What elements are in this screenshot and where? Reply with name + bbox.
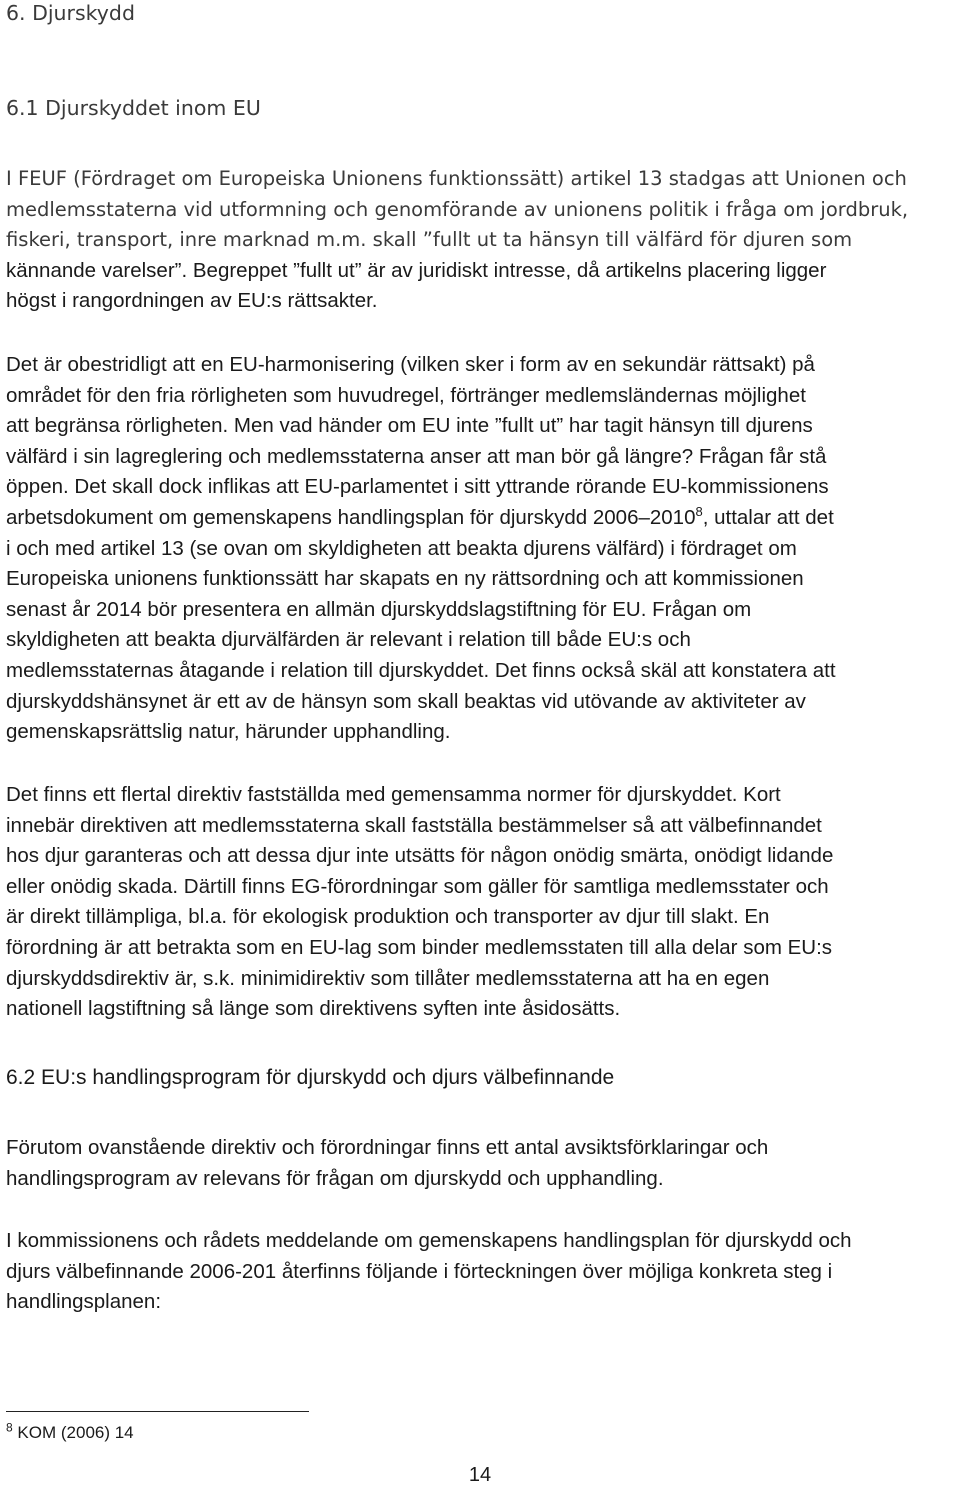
text-line: djurskyddsdirektiv är, s.k. minimidirektiv som tillåter medlemsstaterna att ha en egen [6,966,770,990]
text-line: är direkt tillämpliga, bl.a. för ekologisk produktion och transporter av djur till slakt. En [6,905,770,929]
text-line: medlemsstaternas åtagande i relation till djurskyddet. Det finns också skäl att konstatera att [6,658,836,682]
text-line: kännande varelser”. Begreppet ”fullt ut” är av juridiskt intresse, då artikelns placering ligger [6,258,827,282]
paragraph-feuf [6,164,956,317]
text-line: Det finns ett flertal direktiv fastställda med gemensamma normer för djurskyddet. Kort [6,783,781,806]
footnote [6,1422,134,1444]
text-line: öppen. Det skall dock inflikas att EU-parlamentet i sitt yttrande rörande EU-kommissionens [6,475,829,499]
paragraph-harmonisering [6,350,956,748]
text-line: i och med artikel 13 (se ovan om skyldigheten att beakta djurens välfärd) i fördraget om [6,536,797,560]
section-heading-6-2: 6.2 EU:s handlingsprogram för djurskydd och djurs välbefinnande [6,1066,615,1089]
text-line: gemenskapsrättslig natur, härunder upphandling. [6,720,451,744]
text-segment: arbetsdokument om gemenskapens handlingsplan för djurskydd 2006–2010 [6,505,696,529]
text-line: Förutom ovanstående direktiv och förordningar finns ett antal avsiktsförklaringar och [6,1136,769,1159]
footnote-text: KOM (2006) 14 [17,1423,134,1442]
text-line: hos djur garanteras och att dessa djur inte utsätts för någon onödig smärta, onödigt lidande [6,844,834,868]
text-line: Det är obestridligt att en EU-harmonisering (vilken sker i form av en sekundär rättsakt) på [6,353,815,376]
text-line: djurskyddshänsynet är ett av de hänsyn som skall beaktas vid utövande av aktiviteter av [6,689,806,713]
page-number: 14 [468,1464,492,1486]
text-line: djurs välbefinnande 2006-201 återfinns följande i förteckningen över möjliga konkreta steg i [6,1259,833,1283]
text-segment: , uttalar att det [702,505,834,529]
text-line: medlemsstaterna vid utformning och genomförande av unionens politik i fråga om jordbruk, [6,197,909,221]
paragraph-avsiktsforklaringar [6,1133,956,1194]
text-line: handlingsplanen: [6,1290,162,1314]
text-line: I kommissionens och rådets meddelande om gemenskapens handlingsplan för djurskydd och [6,1229,852,1252]
section-heading-6-1: 6.1 Djurskyddet inom EU [6,96,261,120]
text-line: senast år 2014 bör presentera en allmän djurskyddslagstiftning för EU. Frågan om [6,597,752,621]
text-line: förordning är att betrakta som en EU-lag som binder medlemsstaten till alla delar som EU:s [6,935,833,959]
text-line: eller onödig skada. Därtill finns EG-förordningar som gäller för samtliga medlemsstater och [6,874,829,898]
paragraph-direktiv [6,780,956,1025]
text-line: välfärd i sin lagreglering och medlemsstaterna anser att man bör gå längre? Frågan får stå [6,444,827,468]
text-line: handlingsprogram av relevans för frågan om djurskydd och upphandling. [6,1166,664,1190]
text-line: nationell lagstiftning så länge som direktivens syften inte åsidosätts. [6,997,621,1021]
text-line: innebär direktiven att medlemsstaterna skall fastställa bestämmelser så att välbefinnandet [6,813,822,837]
text-line: I FEUF (Fördraget om Europeiska Unionens funktionssätt) artikel 13 stadgas att Unionen och [6,167,907,190]
footnote-mark: 8 [6,1420,13,1435]
text-line: att begränsa rörligheten. Men vad händer om EU inte ”fullt ut” har tagit hänsyn till djurens [6,414,813,438]
chapter-heading: 6. Djurskydd [6,1,135,25]
footnote-reference: 8 [695,504,703,520]
text-line: fiskeri, transport, inre marknad m.m. skall ”fullt ut ta hänsyn till välfärd för djuren som [6,228,853,252]
text-line: Europeiska unionens funktionssätt har skapats en ny rättsordning och att kommissionen [6,567,804,591]
text-line [6,503,956,534]
text-line: skyldigheten att beakta djurvälfärden är relevant i relation till både EU:s och [6,628,691,652]
paragraph-meddelande [6,1226,956,1318]
text-line: högst i rangordningen av EU:s rättsakter. [6,289,378,313]
footnote-divider [6,1411,309,1412]
text-line: området för den fria rörligheten som huvudregel, förtränger medlemsländernas möjlighet [6,383,806,407]
